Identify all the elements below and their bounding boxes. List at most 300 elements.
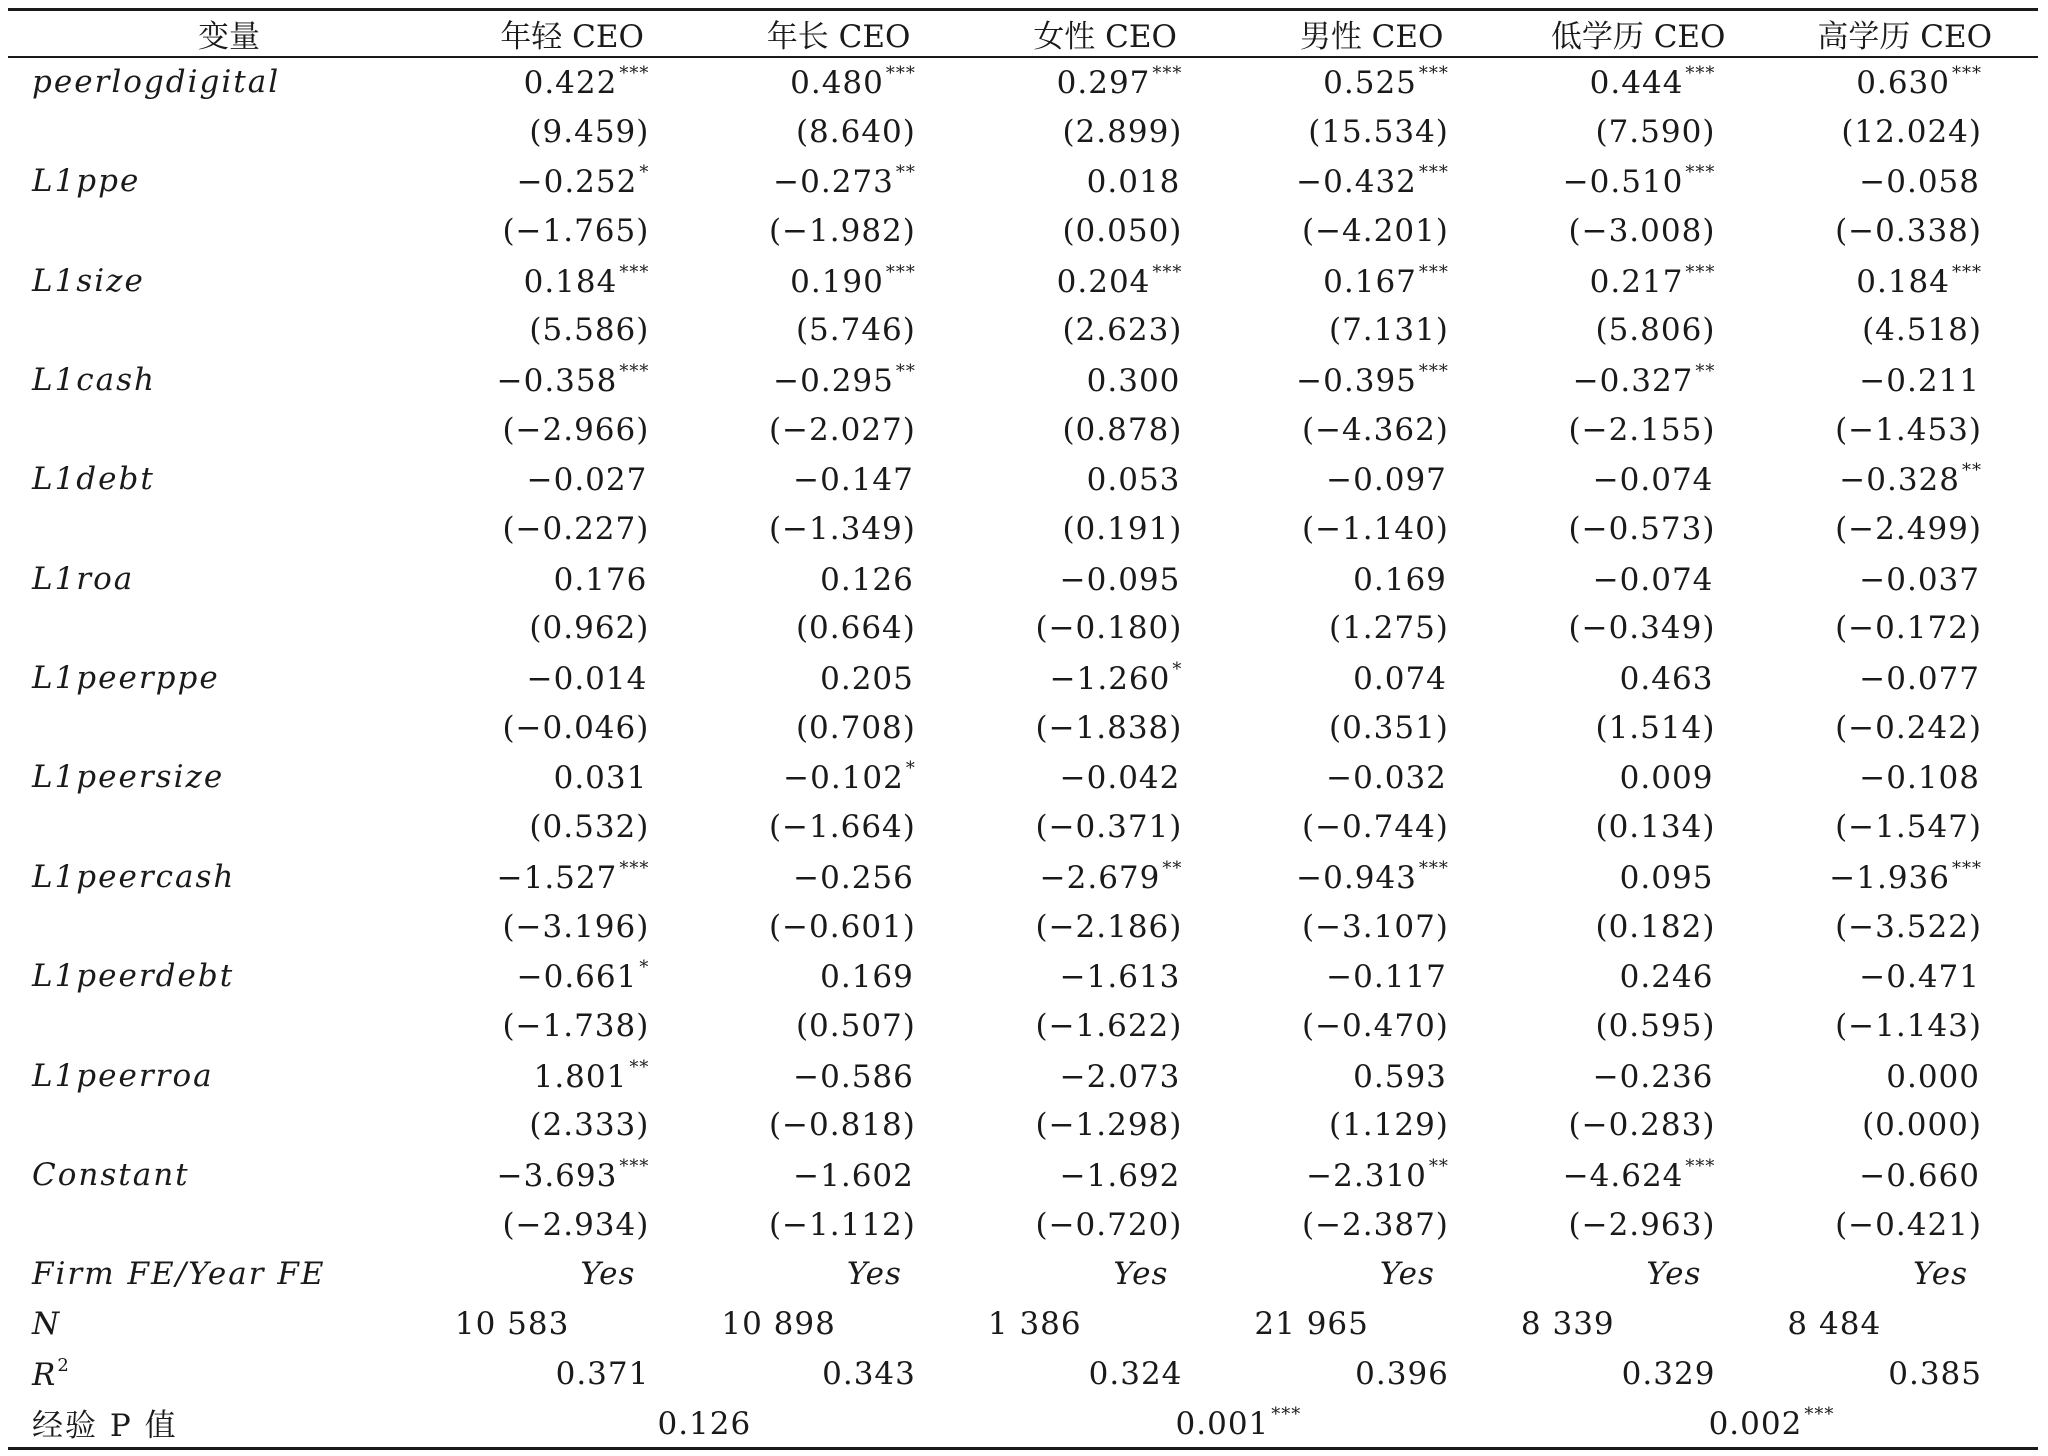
empty-cell [8,902,439,952]
significance-stars: *** [1152,261,1183,283]
variable-name: Constant [32,1156,190,1193]
significance-stars: *** [1804,1403,1835,1425]
t-stat-cell: (1.129) [1328,1107,1449,1144]
t-stat-row [8,902,2038,952]
coef-cell [705,256,972,306]
coef-value: −0.037 [1859,561,1980,598]
t-stat-cell: (0.595) [1595,1007,1716,1044]
coef-cell [972,455,1239,505]
coef-cell [1238,852,1505,902]
coef-cell [1505,852,1772,902]
significance-stars: *** [1418,360,1449,382]
coef-cell [705,753,972,803]
coef-value: −4.624 [1562,1157,1684,1194]
coef-value: −0.471 [1859,959,1980,996]
coef-value: −0.042 [1059,760,1181,797]
t-stat-cell: (−0.242) [1835,709,1982,746]
coef-cell [972,355,1239,405]
coef-cell [972,1150,1239,1200]
variable-name: L1peerppe [32,660,220,697]
coef-cell [1505,554,1772,604]
t-stat-cell: (4.518) [1862,312,1982,349]
fixed-effects-cell: Yes [1912,1256,1968,1293]
coef-value: 0.184 [1856,263,1950,300]
coef-cell [1238,753,1505,803]
t-stat-cell: (−3.522) [1835,908,1982,945]
coef-value: 0.205 [820,661,914,698]
coef-row [8,455,2038,505]
coef-cell [1238,156,1505,206]
t-stat-cell: (−1.349) [768,511,916,548]
coef-cell [1505,57,1772,107]
t-stat-cell: (2.899) [1062,113,1183,150]
coef-value: −1.936 [1829,859,1950,896]
coef-value: −0.327 [1572,362,1694,399]
coef-value: 0.630 [1856,65,1950,102]
t-stat-cell: (−0.601) [768,908,916,945]
coef-value: −0.211 [1859,362,1980,399]
variable-name: L1peerroa [32,1057,214,1094]
coef-value: −0.586 [793,1058,914,1095]
significance-stars: * [905,758,916,780]
coef-value: −3.693 [496,1157,618,1194]
coef-row [8,1150,2038,1200]
observations-cell: 8 484 [1787,1306,1882,1343]
t-stat-cell: (−0.744) [1301,809,1449,846]
t-stat-row [8,1001,2038,1051]
empty-cell [8,802,439,852]
empirical-p-label: 经验 P 值 [8,1399,439,1449]
fixed-effects-label: Firm FE/Year FE [32,1256,326,1293]
t-stat-cell: (−0.283) [1568,1107,1716,1144]
coef-cell [439,1051,706,1101]
coef-value: −0.117 [1326,959,1447,996]
coef-cell [705,355,972,405]
coef-cell [705,852,972,902]
t-stat-cell: (−2.966) [502,411,650,448]
t-stat-cell: (1.275) [1328,610,1449,647]
empty-cell [8,206,439,256]
empirical-p-cell [972,1399,1505,1449]
t-stat-cell: (−0.371) [1035,809,1183,846]
coef-cell [439,256,706,306]
coef-value: 0.169 [820,959,914,996]
coef-cell [439,355,706,405]
coef-value: 0.204 [1056,263,1151,300]
header-female-ceo: 女性 CEO [972,10,1239,58]
empirical-p-value: 0.002 [1708,1405,1803,1442]
significance-stars: *** [885,261,916,283]
t-stat-row [8,206,2038,256]
coef-value: −0.256 [793,859,914,896]
coef-cell [1771,156,2038,206]
t-stat-cell: (−0.421) [1835,1206,1982,1243]
t-stat-cell: (−2.934) [502,1206,650,1243]
coef-cell [439,57,706,107]
variable-name: L1peersize [32,759,225,796]
coef-cell [439,156,706,206]
coef-value: −0.014 [526,661,648,698]
coef-value: 0.031 [553,760,648,797]
coef-value: 0.297 [1056,65,1151,102]
coef-value: −0.102 [783,760,904,797]
coef-value: 0.463 [1619,661,1714,698]
coef-value: 0.525 [1323,65,1417,102]
t-stat-cell: (−1.298) [1035,1107,1183,1144]
t-stat-cell: (0.182) [1595,908,1716,945]
coef-value: 0.095 [1619,859,1714,896]
coef-value: −0.295 [773,362,894,399]
t-stat-cell: (0.134) [1595,809,1716,846]
coef-value: 0.444 [1589,65,1684,102]
coef-value: −0.358 [496,362,618,399]
coef-cell [1238,554,1505,604]
coef-value: −0.252 [516,164,638,201]
coef-cell [1505,1150,1772,1200]
variable-name: peerlogdigital [32,64,281,101]
fixed-effects-cell: Yes [1113,1256,1169,1293]
coef-cell [1505,256,1772,306]
significance-stars: *** [619,1155,650,1177]
t-stat-cell: (−1.112) [768,1206,916,1243]
coef-value: 0.167 [1323,263,1417,300]
t-stat-row [8,802,2038,852]
t-stat-cell: (5.586) [529,312,650,349]
coef-value: 0.169 [1353,561,1447,598]
coef-cell [1238,1051,1505,1101]
coef-cell [1771,852,2038,902]
t-stat-cell: (0.708) [795,709,916,746]
t-stat-cell: (−0.180) [1035,610,1183,647]
header-male-ceo: 男性 CEO [1238,10,1505,58]
t-stat-cell: (0.962) [529,610,650,647]
coef-cell [972,753,1239,803]
coef-cell [1771,455,2038,505]
coef-cell [1238,1150,1505,1200]
coef-cell [1771,1150,2038,1200]
coef-cell [1505,1051,1772,1101]
t-stat-cell: (−1.982) [768,212,916,249]
significance-stars: *** [1685,1155,1716,1177]
t-stat-cell: (−1.453) [1835,411,1982,448]
header-old-ceo: 年长 CEO [705,10,972,58]
coef-cell [1505,355,1772,405]
significance-stars: *** [1418,63,1449,85]
t-stat-cell: (−0.470) [1301,1007,1449,1044]
coef-cell [1505,156,1772,206]
coef-cell [439,951,706,1001]
coef-value: −0.943 [1296,859,1417,896]
fixed-effects-cell: Yes [846,1256,902,1293]
coef-cell [705,554,972,604]
coef-cell [705,455,972,505]
observations-cell: 21 965 [1254,1306,1369,1343]
empty-cell [8,1200,439,1250]
r-squared-superscript: 2 [57,1354,71,1376]
t-stat-cell: (0.664) [795,610,916,647]
coef-value: 0.126 [820,561,914,598]
empty-cell [8,1001,439,1051]
t-stat-cell: (0.050) [1062,212,1183,249]
coef-cell [1505,951,1772,1001]
fixed-effects-cell: Yes [580,1256,636,1293]
variable-name: L1ppe [32,163,141,200]
t-stat-cell: (−0.227) [502,511,650,548]
coef-value: −0.510 [1562,164,1684,201]
coef-value: 0.190 [790,263,884,300]
coef-cell [1771,653,2038,703]
t-stat-cell: (−0.338) [1835,212,1982,249]
coef-cell [972,554,1239,604]
empty-cell [8,504,439,554]
coef-row [8,753,2038,803]
t-stat-cell: (2.623) [1062,312,1183,349]
coef-value: −0.432 [1296,164,1417,201]
significance-stars: *** [1418,162,1449,184]
t-stat-cell: (−1.547) [1835,809,1982,846]
coef-cell [972,57,1239,107]
empirical-p-value: 0.001 [1175,1405,1270,1442]
t-stat-cell: (−1.622) [1035,1007,1183,1044]
coef-value: 0.000 [1886,1058,1980,1095]
empty-cell [8,703,439,753]
t-stat-cell: (−2.027) [768,411,916,448]
t-stat-cell: (−3.196) [502,908,650,945]
t-stat-cell: (−0.720) [1035,1206,1183,1243]
empirical-p-value: 0.126 [657,1405,752,1442]
r-squared-cell: 0.329 [1621,1355,1716,1392]
empty-cell [8,305,439,355]
empirical-p-cell [1505,1399,2038,1449]
coef-cell [1771,554,2038,604]
coef-row [8,256,2038,306]
variable-name: L1cash [32,361,157,398]
variable-name: L1size [32,262,145,299]
coef-value: −2.679 [1039,859,1161,896]
coef-value: −2.310 [1306,1157,1427,1194]
coef-row [8,57,2038,107]
coef-cell [705,1051,972,1101]
t-stat-cell: (12.024) [1841,113,1982,150]
significance-stars: *** [1685,261,1716,283]
t-stat-cell: (7.131) [1328,312,1449,349]
header-low-edu-ceo: 低学历 CEO [1505,10,1772,58]
coef-value: −0.147 [793,462,914,499]
coef-cell [1771,1051,2038,1101]
t-stat-cell: (−0.172) [1835,610,1982,647]
coef-value: −0.660 [1859,1157,1980,1194]
t-stat-cell: (−0.818) [768,1107,916,1144]
t-stat-cell: (−4.362) [1301,411,1449,448]
coef-cell [439,554,706,604]
t-stat-cell: (0.000) [1862,1107,1982,1144]
r-squared-label [8,1349,439,1399]
coef-cell [972,951,1239,1001]
coef-value: −1.260 [1049,661,1171,698]
t-stat-cell: (0.351) [1328,709,1449,746]
t-stat-cell: (15.534) [1308,113,1449,150]
t-stat-row [8,604,2038,654]
coef-cell [1771,753,2038,803]
significance-stars: * [639,957,650,979]
variable-name: L1peerdebt [32,958,235,995]
coef-value: −1.602 [793,1157,914,1194]
coef-value: 0.018 [1086,164,1181,201]
significance-stars: *** [1271,1403,1302,1425]
coef-cell [439,653,706,703]
t-stat-cell: (0.191) [1062,511,1183,548]
t-stat-cell: (−1.838) [1035,709,1183,746]
coef-row [8,156,2038,206]
t-stat-cell: (−3.008) [1568,212,1716,249]
significance-stars: *** [1152,63,1183,85]
coef-cell [1505,455,1772,505]
coef-cell [705,951,972,1001]
significance-stars: *** [1952,261,1982,283]
coef-value: 0.184 [523,263,618,300]
coef-row [8,554,2038,604]
coef-value: −0.095 [1059,561,1181,598]
coef-value: −0.074 [1592,462,1714,499]
t-stat-row [8,504,2038,554]
observations-row [8,1299,2038,1349]
header-young-ceo: 年轻 CEO [439,10,706,58]
coef-cell [705,57,972,107]
empty-cell [8,604,439,654]
t-stat-cell: (−3.107) [1301,908,1449,945]
empirical-p-cell [439,1399,972,1449]
r-squared-row [8,1349,2038,1399]
t-stat-cell: (7.590) [1595,113,1716,150]
coef-value: 0.009 [1619,760,1714,797]
observations-cell: 8 339 [1520,1306,1615,1343]
coef-cell [705,1150,972,1200]
t-stat-cell: (0.532) [529,809,650,846]
coef-value: 0.593 [1353,1058,1447,1095]
significance-stars: *** [619,63,650,85]
t-stat-row [8,1200,2038,1250]
coef-value: 0.053 [1086,462,1181,499]
coef-cell [1238,653,1505,703]
coef-value: 0.217 [1589,263,1684,300]
significance-stars: *** [619,360,650,382]
coef-value: 0.480 [790,65,884,102]
t-stat-row [8,305,2038,355]
coef-cell [972,156,1239,206]
r-squared-symbol: R [32,1356,58,1393]
significance-stars: ** [895,360,916,382]
observations-cell: 1 386 [987,1306,1082,1343]
t-stat-cell: (−2.186) [1035,908,1183,945]
observations-cell: 10 583 [454,1306,570,1343]
coef-cell [1771,355,2038,405]
coef-cell [972,653,1239,703]
t-stat-cell: (2.333) [529,1107,650,1144]
coef-cell [1771,57,2038,107]
coef-cell [1238,355,1505,405]
t-stat-cell: (−2.963) [1568,1206,1716,1243]
coef-cell [972,852,1239,902]
t-stat-cell: (5.806) [1595,312,1716,349]
t-stat-cell: (1.514) [1595,709,1716,746]
significance-stars: ** [895,162,916,184]
coef-value: −0.395 [1296,362,1417,399]
empirical-p-row [8,1399,2038,1449]
coef-value: −1.692 [1059,1157,1181,1194]
coef-cell [1505,653,1772,703]
t-stat-cell: (−2.155) [1568,411,1716,448]
fixed-effects-cell: Yes [1379,1256,1435,1293]
t-stat-cell: (−0.573) [1568,511,1716,548]
coef-value: −0.273 [773,164,894,201]
t-stat-row [8,107,2038,157]
significance-stars: ** [629,1056,650,1078]
t-stat-cell: (−1.738) [502,1007,650,1044]
significance-stars: *** [1685,63,1716,85]
coef-cell [439,455,706,505]
coef-row [8,951,2038,1001]
coef-value: −0.058 [1859,164,1980,201]
coef-value: −0.077 [1859,661,1980,698]
significance-stars: *** [1418,261,1449,283]
coef-value: 0.074 [1353,661,1447,698]
coef-value: 0.422 [523,65,618,102]
coef-value: −0.236 [1592,1058,1714,1095]
significance-stars: *** [885,63,916,85]
fixed-effects-cell: Yes [1646,1256,1702,1293]
t-stat-cell: (0.878) [1062,411,1183,448]
empty-cell [8,1100,439,1150]
t-stat-cell: (5.746) [795,312,916,349]
coef-value: −0.097 [1326,462,1447,499]
coef-value: −0.661 [516,959,638,996]
significance-stars: *** [1952,857,1982,879]
coef-cell [1238,256,1505,306]
coef-value: 1.801 [533,1058,628,1095]
r-squared-cell: 0.343 [822,1355,916,1392]
t-stat-cell: (−1.140) [1301,511,1449,548]
r-squared-cell: 0.324 [1088,1355,1183,1392]
coef-value: −0.328 [1839,462,1960,499]
t-stat-cell: (−2.499) [1835,511,1982,548]
coef-value: −1.527 [496,859,618,896]
t-stat-row [8,405,2038,455]
coef-cell [972,256,1239,306]
coef-cell [439,753,706,803]
coef-cell [1771,951,2038,1001]
regression-table [8,8,2038,1450]
observations-cell: 10 898 [721,1306,836,1343]
variable-name: L1peercash [32,858,236,895]
coef-cell [705,653,972,703]
coef-cell [439,852,706,902]
coef-value: 0.246 [1619,959,1714,996]
coef-cell [1238,57,1505,107]
observations-label: N [32,1306,62,1343]
coef-row [8,355,2038,405]
significance-stars: * [639,162,650,184]
r-squared-cell: 0.371 [555,1355,650,1392]
variable-name: L1debt [32,461,155,498]
t-stat-cell: (−1.143) [1835,1007,1982,1044]
significance-stars: *** [1685,162,1716,184]
coef-cell [1238,455,1505,505]
coef-cell [705,156,972,206]
empty-cell [8,107,439,157]
coef-value: 0.300 [1086,362,1181,399]
coef-cell [1771,256,2038,306]
t-stat-cell: (−1.765) [502,212,650,249]
